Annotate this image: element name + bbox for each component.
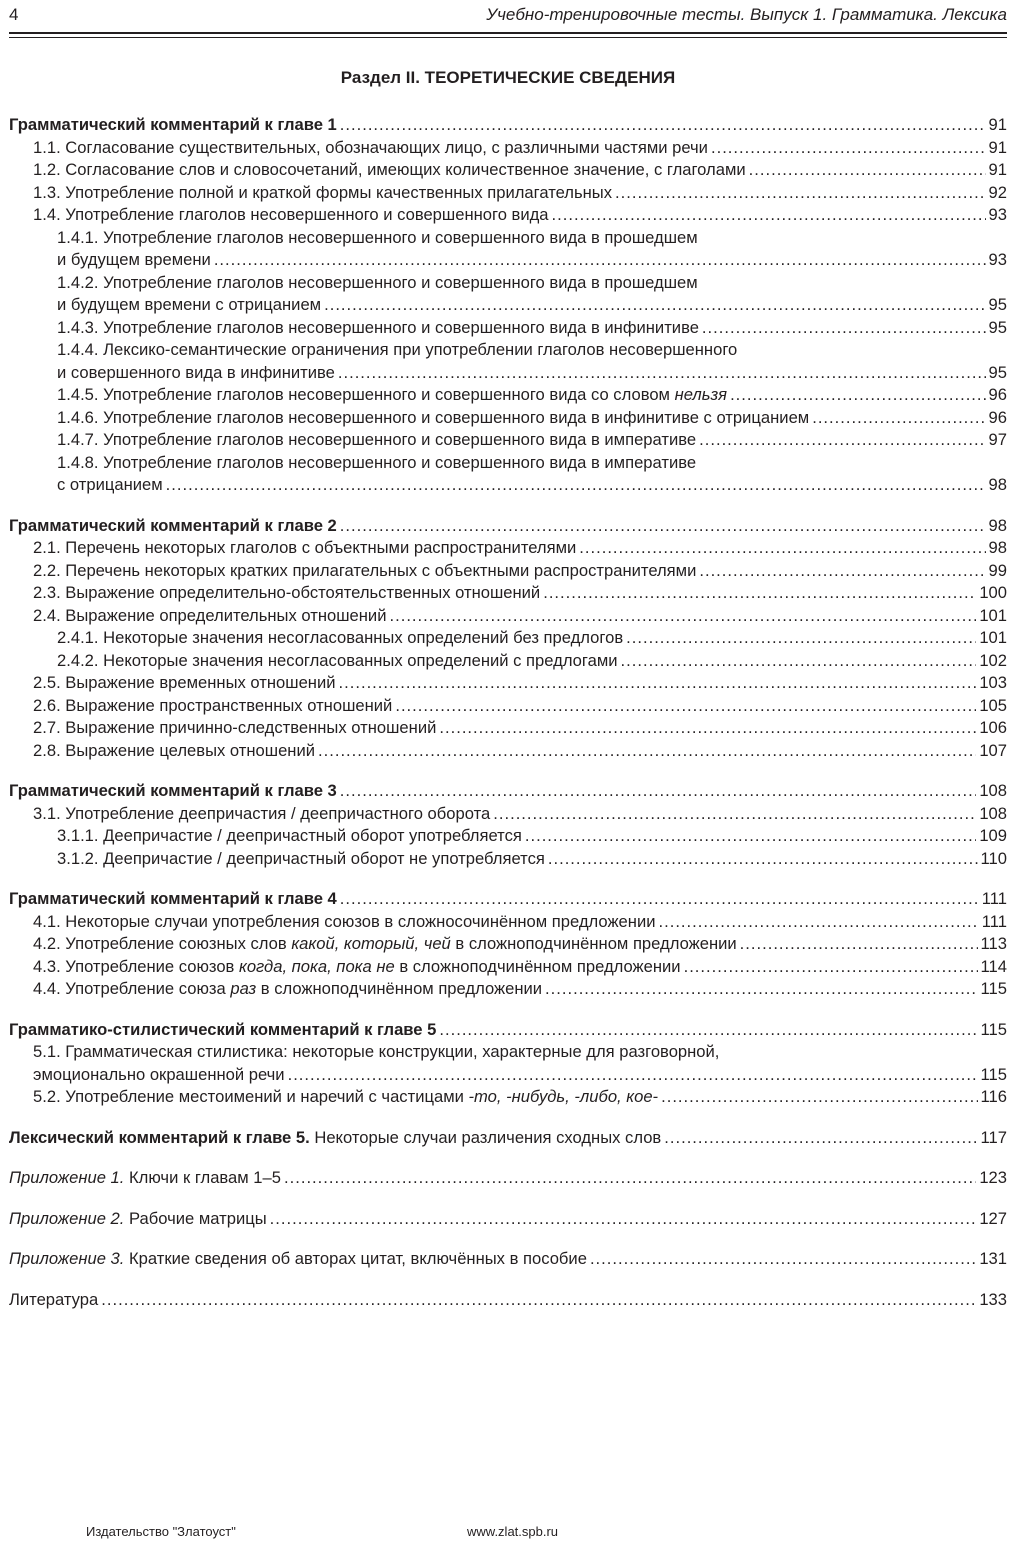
toc-title-segment: Ключи к главам 1–5 bbox=[124, 1168, 281, 1187]
toc-chapter-entry[interactable] bbox=[9, 1289, 1007, 1312]
toc-entry[interactable] bbox=[9, 159, 1007, 182]
toc-page-number: 101 bbox=[979, 605, 1007, 625]
toc-title-segment: 3.1.1. Деепричастие / деепричастный оборот употребляется bbox=[57, 826, 522, 845]
toc-title-segment: Литература bbox=[9, 1289, 99, 1309]
toc-entry-title bbox=[9, 888, 337, 911]
toc-title-segment: 4.3. Употребление союзов bbox=[33, 956, 239, 976]
toc-page-number: 111 bbox=[981, 911, 1007, 931]
dot-leader bbox=[711, 137, 986, 160]
toc-entry-title bbox=[9, 1167, 281, 1190]
toc-entry[interactable] bbox=[9, 605, 1007, 628]
toc-title-segment: 2.3. Выражение определительно-обстоятельственных отношений bbox=[33, 583, 541, 602]
toc-entry[interactable] bbox=[9, 717, 1007, 740]
toc-entry-title bbox=[57, 384, 727, 407]
toc-entry-title bbox=[57, 650, 618, 673]
toc-page-number: 97 bbox=[988, 430, 1007, 449]
toc-title-segment: Грамматический комментарий к главе 2 bbox=[9, 515, 337, 535]
toc-title-segment: Приложение 2. bbox=[9, 1208, 125, 1228]
toc-entry[interactable] bbox=[9, 317, 1007, 340]
toc-title-segment: 2.2. Перечень некоторых кратких прилагательных с объектными распространителями bbox=[33, 560, 697, 580]
toc-gap bbox=[9, 1271, 1007, 1289]
dot-leader bbox=[439, 1019, 977, 1042]
toc-title-segment: 5.2. Употребление местоимений и наречий с частицами bbox=[33, 1087, 469, 1106]
toc-entry-title bbox=[33, 933, 737, 956]
toc-title-segment: с отрицанием bbox=[57, 475, 163, 494]
toc-title-segment: Грамматический комментарий к главе 3 bbox=[9, 781, 337, 800]
toc-title-segment: -то, -нибудь, -либо, кое- bbox=[468, 1087, 659, 1106]
toc-page-number: 105 bbox=[979, 695, 1007, 715]
toc-title-segment: 2.8. Выражение целевых отношений bbox=[33, 740, 315, 760]
dot-leader bbox=[626, 627, 976, 650]
toc-chapter-entry[interactable] bbox=[9, 1248, 1007, 1271]
toc-entry-title bbox=[57, 474, 163, 497]
dot-leader bbox=[439, 717, 976, 740]
dot-leader bbox=[101, 1289, 976, 1312]
toc-page-number: 99 bbox=[988, 560, 1007, 580]
dot-leader bbox=[324, 294, 985, 317]
toc-title-segment: и будущем времени с отрицанием bbox=[57, 295, 322, 314]
toc-page-number: 115 bbox=[980, 1064, 1007, 1084]
toc-entry[interactable] bbox=[9, 825, 1007, 848]
toc-entry[interactable] bbox=[9, 384, 1007, 407]
toc-title-segment: Грамматический комментарий к главе 1 bbox=[9, 115, 337, 134]
toc-title-segment: нельзя bbox=[674, 385, 728, 404]
toc-title-segment: 2.6. Выражение пространственных отношений bbox=[33, 695, 393, 715]
toc-entry-title bbox=[33, 137, 708, 160]
dot-leader bbox=[730, 384, 985, 407]
toc-entry[interactable] bbox=[9, 582, 1007, 605]
toc-entry[interactable] bbox=[9, 650, 1007, 673]
toc-entry[interactable] bbox=[9, 911, 1007, 934]
section-title: Раздел II. ТЕОРЕТИЧЕСКИЕ СВЕДЕНИЯ bbox=[340, 68, 676, 87]
toc-entry-title bbox=[33, 1086, 658, 1109]
toc-entry-line: 5.1. Грамматическая стилистика: некоторые конструкции, характерные для разговорной, bbox=[33, 1042, 720, 1061]
toc-entry-title bbox=[9, 1019, 436, 1042]
toc-chapter-entry[interactable] bbox=[9, 888, 1007, 911]
dot-leader bbox=[699, 560, 985, 583]
toc-title-segment: 1.4.3. Употребление глаголов несовершенного и совершенного вида в инфинитиве bbox=[57, 317, 699, 337]
toc-entry[interactable] bbox=[9, 362, 1007, 385]
toc-gap bbox=[9, 1109, 1007, 1127]
toc-entry-title bbox=[33, 717, 436, 740]
toc-title-segment: 2.4. Выражение определительных отношений bbox=[33, 605, 387, 625]
toc-entry-title bbox=[33, 956, 681, 979]
toc-page-number: 96 bbox=[988, 385, 1007, 404]
toc-entry-line: 1.4.4. Лексико-семантические ограничения при употреблении глаголов несовершенного bbox=[57, 340, 738, 359]
toc-gap bbox=[9, 1190, 1007, 1208]
toc-page-number: 95 bbox=[988, 317, 1007, 337]
table-of-contents bbox=[9, 114, 1007, 1311]
header-rule-thick bbox=[9, 32, 1007, 34]
toc-title-segment: 2.4.2. Некоторые значения несогласованных определений с предлогами bbox=[57, 650, 618, 670]
dot-leader bbox=[661, 1086, 977, 1109]
dot-leader bbox=[270, 1208, 977, 1231]
toc-entry-title bbox=[57, 362, 335, 385]
toc-title-segment: эмоционально окрашенной речи bbox=[33, 1064, 285, 1084]
toc-entry[interactable] bbox=[9, 537, 1007, 560]
toc-title-segment: в сложноподчинённом предложении bbox=[450, 934, 737, 953]
toc-entry-title bbox=[33, 605, 386, 628]
toc-entry-title bbox=[57, 429, 696, 452]
dot-leader bbox=[166, 474, 986, 497]
toc-title-segment: Грамматический комментарий к главе 4 bbox=[9, 889, 337, 908]
header-rule-thin bbox=[9, 37, 1007, 38]
toc-entry-title bbox=[33, 182, 612, 205]
toc-title-segment: 2.1. Перечень некоторых глаголов с объектными распространителями bbox=[33, 538, 577, 557]
toc-page-number: 102 bbox=[979, 650, 1007, 670]
dot-leader bbox=[590, 1248, 976, 1271]
dot-leader bbox=[664, 1127, 977, 1150]
toc-entry-title bbox=[9, 515, 337, 538]
toc-title-segment: 1.1. Согласование существительных, обозначающих лицо, с различными частями речи bbox=[33, 137, 708, 157]
toc-title-segment: и совершенного вида в инфинитиве bbox=[57, 362, 335, 382]
dot-leader bbox=[684, 956, 978, 979]
toc-entry[interactable] bbox=[9, 803, 1007, 826]
toc-page-number: 116 bbox=[980, 1087, 1007, 1106]
dot-leader bbox=[552, 204, 986, 227]
toc-page-number: 101 bbox=[979, 628, 1007, 647]
toc-entry-title bbox=[9, 1248, 587, 1271]
toc-page-number: 131 bbox=[979, 1249, 1007, 1268]
toc-title-segment: в сложноподчинённом предложении bbox=[394, 956, 681, 976]
dot-leader bbox=[318, 740, 976, 763]
toc-gap bbox=[9, 762, 1007, 780]
toc-page-number: 107 bbox=[979, 740, 1007, 760]
toc-entry[interactable] bbox=[9, 1086, 1007, 1109]
running-title: Учебно-тренировочные тесты. Выпуск 1. Грамматика. Лексика bbox=[486, 5, 1007, 24]
toc-entry[interactable] bbox=[9, 933, 1007, 956]
toc-title-segment: 1.4.7. Употребление глаголов несовершенного и совершенного вида в императиве bbox=[57, 430, 697, 449]
dot-leader bbox=[340, 888, 979, 911]
toc-page-number: 95 bbox=[988, 362, 1007, 382]
toc-page-number: 92 bbox=[988, 182, 1007, 202]
dot-leader bbox=[548, 848, 978, 871]
toc-title-segment: в сложноподчинённом предложении bbox=[256, 979, 543, 998]
toc-entry[interactable] bbox=[9, 978, 1007, 1001]
toc-gap bbox=[9, 1230, 1007, 1248]
toc-entry[interactable] bbox=[9, 294, 1007, 317]
toc-entry-line: 1.4.1. Употребление глаголов несовершенного и совершенного вида в прошедшем bbox=[57, 227, 698, 247]
toc-entry-line: 1.4.8. Употребление глаголов несовершенного и совершенного вида в императиве bbox=[57, 452, 697, 472]
dot-leader bbox=[389, 605, 976, 628]
footer-website: www.zlat.spb.ru bbox=[467, 1524, 559, 1539]
footer-publisher: Издательство "Златоуст" bbox=[86, 1524, 236, 1539]
toc-gap bbox=[9, 1001, 1007, 1019]
toc-title-segment: 1.4.6. Употребление глаголов несовершенного и совершенного вида в инфинитиве с отрицанием bbox=[57, 407, 810, 427]
toc-entry-title bbox=[57, 848, 545, 871]
dot-leader bbox=[395, 695, 976, 718]
dot-leader bbox=[288, 1064, 978, 1087]
toc-page-number: 98 bbox=[988, 538, 1007, 557]
toc-gap bbox=[9, 870, 1007, 888]
page-number: 4 bbox=[9, 5, 19, 24]
toc-page-number: 115 bbox=[980, 979, 1007, 998]
dot-leader bbox=[339, 672, 977, 695]
toc-page-number: 123 bbox=[979, 1168, 1007, 1187]
toc-title-segment: 3.1. Употребление деепричастия / деепричастного оборота bbox=[33, 803, 491, 823]
toc-page-number: 113 bbox=[980, 934, 1007, 953]
toc-title-segment: Лексический комментарий к главе 5. bbox=[9, 1127, 310, 1147]
toc-page-number: 93 bbox=[988, 205, 1007, 224]
toc-page-number: 91 bbox=[988, 160, 1007, 179]
toc-entry-title bbox=[33, 672, 336, 695]
toc-entry[interactable] bbox=[9, 137, 1007, 160]
toc-chapter-entry[interactable] bbox=[9, 780, 1007, 803]
toc-entry[interactable] bbox=[9, 182, 1007, 205]
toc-entry[interactable] bbox=[9, 627, 1007, 650]
toc-gap bbox=[9, 1149, 1007, 1167]
toc-entry-title bbox=[9, 1127, 661, 1150]
toc-page-number: 133 bbox=[979, 1289, 1007, 1309]
dot-leader bbox=[749, 159, 986, 182]
toc-title-segment: 1.2. Согласование слов и словосочетаний, имеющих количественное значение, с глаголами bbox=[33, 160, 746, 179]
toc-page-number: 110 bbox=[980, 848, 1007, 868]
dot-leader bbox=[525, 825, 976, 848]
toc-page-number: 108 bbox=[979, 781, 1007, 800]
toc-page-number: 98 bbox=[988, 515, 1007, 535]
toc-entry-title bbox=[33, 978, 542, 1001]
toc-page-number: 117 bbox=[980, 1127, 1007, 1147]
toc-title-segment: Краткие сведения об авторах цитат, включённых в пособие bbox=[124, 1249, 587, 1268]
toc-entry-title bbox=[57, 294, 321, 317]
toc-title-segment: 2.7. Выражение причинно-следственных отношений bbox=[33, 718, 437, 737]
toc-entry[interactable] bbox=[9, 672, 1007, 695]
toc-page-number: 93 bbox=[988, 250, 1007, 269]
toc-page-number: 91 bbox=[988, 115, 1007, 134]
toc-entry-title bbox=[33, 911, 655, 934]
dot-leader bbox=[340, 780, 977, 803]
dot-leader bbox=[740, 933, 978, 956]
toc-title-segment: 2.4.1. Некоторые значения несогласованных определений без предлогов bbox=[57, 628, 624, 647]
toc-page-number: 96 bbox=[988, 407, 1007, 427]
toc-chapter-entry[interactable] bbox=[9, 515, 1007, 538]
toc-chapter-entry[interactable] bbox=[9, 114, 1007, 137]
toc-entry-line: 1.4.2. Употребление глаголов несовершенного и совершенного вида в прошедшем bbox=[57, 272, 698, 292]
toc-entry-title bbox=[33, 803, 490, 826]
toc-title-segment: 4.1. Некоторые случаи употребления союзов в сложносочинённом предложении bbox=[33, 911, 656, 931]
dot-leader bbox=[284, 1167, 976, 1190]
toc-entry[interactable] bbox=[9, 740, 1007, 763]
toc-page-number: 114 bbox=[980, 956, 1007, 976]
toc-page-number: 115 bbox=[980, 1019, 1007, 1039]
toc-entry-title bbox=[57, 249, 211, 272]
toc-page-number: 109 bbox=[979, 826, 1007, 845]
toc-title-segment: 2.5. Выражение временных отношений bbox=[33, 673, 336, 692]
toc-title-segment: 1.3. Употребление полной и краткой формы качественных прилагательных bbox=[33, 182, 613, 202]
dot-leader bbox=[493, 803, 976, 826]
toc-page-number: 91 bbox=[988, 137, 1007, 157]
dot-leader bbox=[621, 650, 977, 673]
toc-title-segment: 1.4.5. Употребление глаголов несовершенного и совершенного вида со словом bbox=[57, 385, 675, 404]
toc-entry[interactable] bbox=[9, 474, 1007, 497]
dot-leader bbox=[214, 249, 986, 272]
dot-leader bbox=[338, 362, 986, 385]
toc-chapter-entry[interactable] bbox=[9, 1019, 1007, 1042]
toc-title-segment: Некоторые случаи различения сходных слов bbox=[309, 1127, 662, 1147]
toc-entry-title bbox=[57, 825, 522, 848]
dot-leader bbox=[658, 911, 978, 934]
toc-title-segment: Рабочие матрицы bbox=[124, 1208, 267, 1228]
toc-entry-title bbox=[9, 1208, 267, 1231]
toc-page-number: 127 bbox=[979, 1208, 1007, 1228]
toc-page-number: 100 bbox=[979, 583, 1007, 602]
toc-title-segment: раз bbox=[230, 979, 257, 998]
toc-title-segment: какой, который, чей bbox=[291, 934, 451, 953]
toc-entry-title bbox=[57, 407, 809, 430]
toc-page-number: 106 bbox=[979, 718, 1007, 737]
toc-entry[interactable] bbox=[9, 956, 1007, 979]
toc-entry-title bbox=[33, 537, 576, 560]
toc-title-segment: когда, пока, пока не bbox=[238, 956, 395, 976]
toc-entry-title bbox=[9, 114, 337, 137]
toc-entry-title bbox=[33, 560, 696, 583]
toc-entry[interactable] bbox=[9, 204, 1007, 227]
toc-title-segment: 1.4. Употребление глаголов несовершенного и совершенного вида bbox=[33, 205, 549, 224]
toc-entry-title bbox=[9, 1289, 98, 1312]
toc-page-number: 95 bbox=[988, 295, 1007, 314]
toc-entry[interactable] bbox=[9, 848, 1007, 871]
toc-entry-title bbox=[33, 695, 392, 718]
toc-page-number: 98 bbox=[988, 475, 1007, 494]
toc-title-segment: Грамматико-стилистический комментарий к главе 5 bbox=[9, 1019, 437, 1039]
toc-title-segment: Приложение 1. bbox=[9, 1168, 125, 1187]
toc-entry[interactable] bbox=[9, 560, 1007, 583]
toc-entry-title bbox=[33, 740, 315, 763]
dot-leader bbox=[699, 429, 985, 452]
toc-chapter-entry[interactable] bbox=[9, 1127, 1007, 1150]
toc-title-segment: и будущем времени bbox=[57, 250, 211, 269]
toc-title-segment: 3.1.2. Деепричастие / деепричастный оборот не употребляется bbox=[57, 848, 545, 868]
dot-leader bbox=[812, 407, 985, 430]
toc-entry[interactable] bbox=[9, 695, 1007, 718]
toc-title-segment: 4.2. Употребление союзных слов bbox=[33, 934, 292, 953]
toc-page-number: 111 bbox=[981, 889, 1007, 908]
running-header bbox=[9, 2, 1007, 30]
dot-leader bbox=[579, 537, 985, 560]
dot-leader bbox=[545, 978, 978, 1001]
toc-title-segment: 4.4. Употребление союза bbox=[33, 979, 231, 998]
toc-entry-title bbox=[33, 204, 549, 227]
dot-leader bbox=[702, 317, 986, 340]
dot-leader bbox=[543, 582, 976, 605]
dot-leader bbox=[340, 114, 986, 137]
toc-entry[interactable] bbox=[9, 429, 1007, 452]
toc-entry-title bbox=[33, 1064, 285, 1087]
toc-gap bbox=[9, 497, 1007, 515]
toc-entry-title bbox=[9, 780, 337, 803]
toc-entry-title bbox=[33, 159, 746, 182]
toc-title-segment: Приложение 3. bbox=[9, 1249, 125, 1268]
dot-leader bbox=[340, 515, 986, 538]
toc-chapter-entry[interactable] bbox=[9, 1208, 1007, 1231]
dot-leader bbox=[615, 182, 986, 205]
toc-entry-title bbox=[57, 627, 623, 650]
toc-chapter-entry[interactable] bbox=[9, 1167, 1007, 1190]
toc-entry[interactable] bbox=[9, 249, 1007, 272]
toc-page-number: 108 bbox=[979, 803, 1007, 823]
toc-entry-title bbox=[33, 582, 540, 605]
toc-entry[interactable] bbox=[9, 1064, 1007, 1087]
toc-entry[interactable] bbox=[9, 407, 1007, 430]
toc-page-number: 103 bbox=[979, 673, 1007, 692]
toc-entry-title bbox=[57, 317, 699, 340]
